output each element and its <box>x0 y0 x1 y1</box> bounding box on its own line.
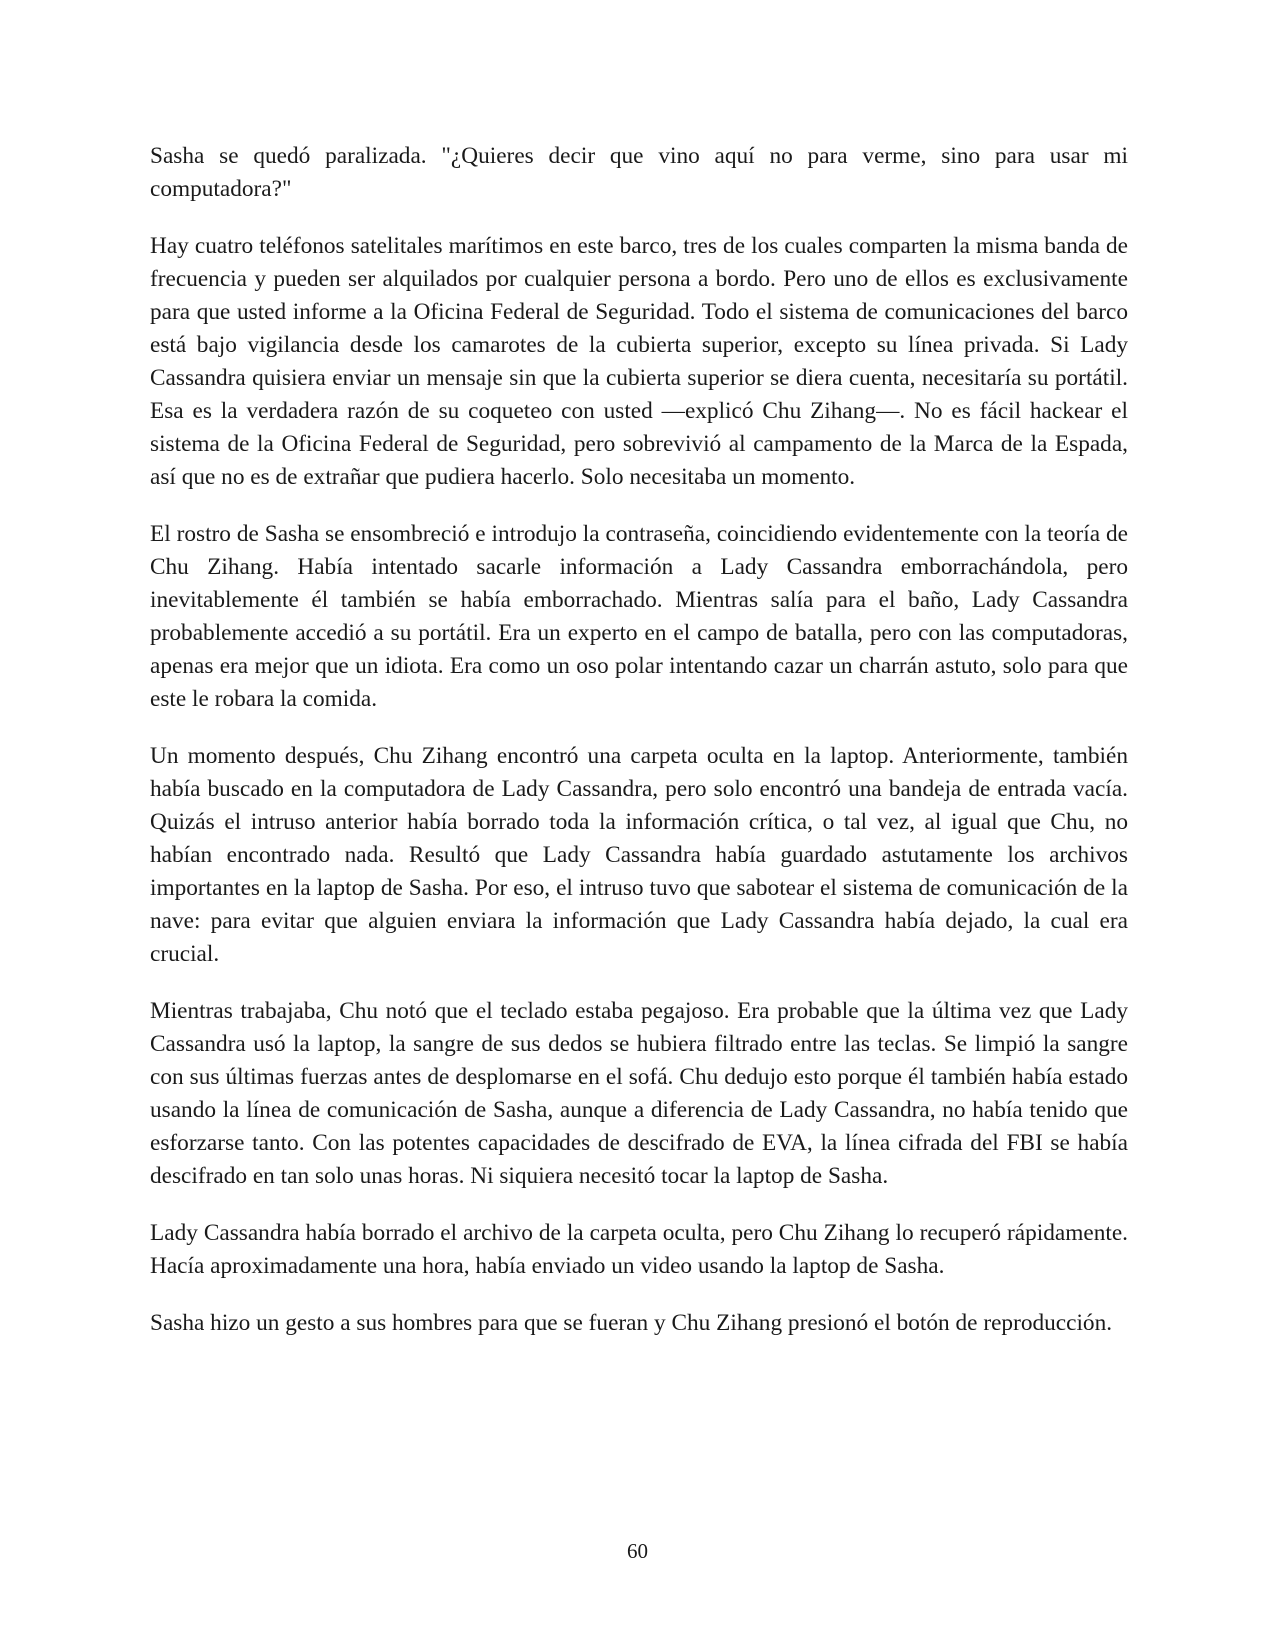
paragraph-4: Un momento después, Chu Zihang encontró una carpeta oculta en la laptop. Anteriormente, también había buscado en la computadora de Lady Cassandra, pero solo encontró una bandeja de entrada vacía. Quizás el intruso anterior había borrado toda la información crítica, o tal vez, al igual que Chu, no habían encontrado nada. Resultó que Lady Cassandra había guardado astutamente los archivos importantes en la laptop de Sasha. Por eso, el intruso tuvo que sabotear el sistema de comunicación de la nave: para evitar que alguien enviara la información que Lady Cassandra había dejado, la cual era crucial. <box>150 743 1128 967</box>
page-body <box>150 140 1128 1364</box>
paragraph-7: Sasha hizo un gesto a sus hombres para que se fueran y Chu Zihang presionó el botón de reproducción. <box>150 1310 1113 1336</box>
paragraph-1: Sasha se quedó paralizada. "¿Quieres decir que vino aquí no para verme, sino para usar mi computadora?" <box>150 143 1128 202</box>
paragraph-5: Mientras trabajaba, Chu notó que el teclado estaba pegajoso. Era probable que la última vez que Lady Cassandra usó la laptop, la sangre de sus dedos se hubiera filtrado entre las teclas. Se limpió la sangre con sus últimas fuerzas antes de desplomarse en el sofá. Chu dedujo esto porque él también había estado usando la línea de comunicación de Sasha, aunque a diferencia de Lady Cassandra, no había tenido que esforzarse tanto. Con las potentes capacidades de descifrado de EVA, la línea cifrada del FBI se había descifrado en tan solo unas horas. Ni siquiera necesitó tocar la laptop de Sasha. <box>150 998 1128 1189</box>
page-number: 60 <box>627 1539 648 1563</box>
paragraph-6: Lady Cassandra había borrado el archivo de la carpeta oculta, pero Chu Zihang lo recuperó rápidamente. Hacía aproximadamente una hora, había enviado un video usando la laptop de Sasha. <box>150 1220 1128 1279</box>
paragraph-3: El rostro de Sasha se ensombreció e introdujo la contraseña, coincidiendo evidentemente con la teoría de Chu Zihang. Había intentado sacarle información a Lady Cassandra emborrachándola, pero inevitablemente él también se había emborrachado. Mientras salía para el baño, Lady Cassandra probablemente accedió a su portátil. Era un experto en el campo de batalla, pero con las computadoras, apenas era mejor que un idiota. Era como un oso polar intentando cazar un charrán astuto, solo para que este le robara la comida. <box>150 521 1128 712</box>
paragraph-2: Hay cuatro teléfonos satelitales marítimos en este barco, tres de los cuales comparten la misma banda de frecuencia y pueden ser alquilados por cualquier persona a bordo. Pero uno de ellos es exclusivamente para que usted informe a la Oficina Federal de Seguridad. Todo el sistema de comunicaciones del barco está bajo vigilancia desde los camarotes de la cubierta superior, excepto su línea privada. Si Lady Cassandra quisiera enviar un mensaje sin que la cubierta superior se diera cuenta, necesitaría su portátil. Esa es la verdadera razón de su coqueteo con usted —explicó Chu Zihang—. No es fácil hackear el sistema de la Oficina Federal de Seguridad, pero sobrevivió al campamento de la Marca de la Espada, así que no es de extrañar que pudiera hacerlo. Solo necesitaba un momento. <box>150 233 1128 490</box>
